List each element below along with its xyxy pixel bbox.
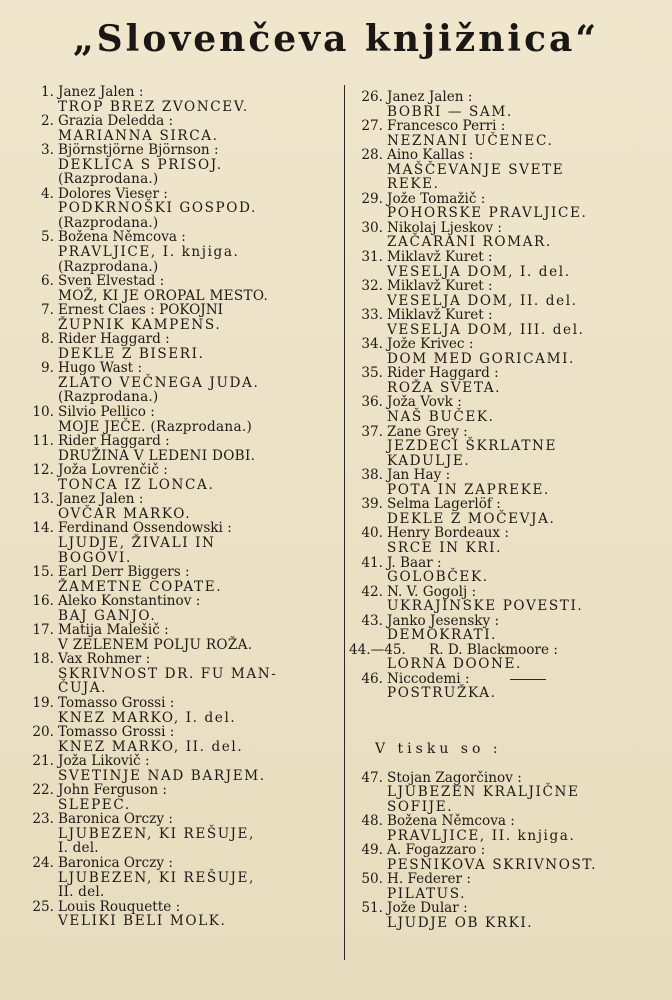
entry-note: II. del.: [58, 884, 105, 901]
book-entry: [26, 85, 344, 114]
book-entry: [26, 361, 344, 405]
entry-title: POHORSKE PRAVLJICE.: [387, 205, 588, 222]
book-entry: [355, 614, 655, 643]
entry-title: UKRAJINSKE POVESTI.: [387, 598, 584, 615]
entry-title: MARIANNA SIRCA.: [58, 127, 219, 144]
entry-number: 10.: [32, 404, 54, 421]
book-entry: [355, 250, 655, 279]
entry-number: 18.: [32, 651, 54, 668]
book-entry: [26, 405, 344, 434]
book-entry: [355, 221, 655, 250]
entry-author: A. Fogazzaro :: [387, 842, 486, 859]
book-entry: [26, 143, 344, 187]
entry-author: Baronica Orczy :: [58, 854, 173, 871]
entry-author: Ernest Claes : POKOJNI: [58, 302, 224, 319]
entry-title: MOŽ, KI JE OROPAL MESTO.: [58, 287, 269, 304]
entry-number: 12.: [32, 462, 54, 479]
entry-author: Aleko Konstantinov :: [58, 593, 201, 610]
entry-title: POTA IN ZAPREKE.: [387, 481, 550, 498]
book-entry: [26, 696, 344, 725]
entry-title: POSTRUŽKA.: [387, 685, 497, 702]
entry-author: R. D. Blackmoore :: [429, 641, 558, 658]
book-entry: [355, 90, 655, 119]
book-entry: [355, 119, 655, 148]
entry-number: 9.: [41, 360, 54, 377]
entry-author: Selma Lagerlöf :: [387, 496, 501, 513]
entry-title: ZLATO VEČNEGA JUDA.: [58, 374, 260, 391]
entry-number: 40.: [361, 525, 383, 542]
book-entry: [26, 565, 344, 594]
entry-number: 34.: [361, 336, 383, 353]
book-entry: [26, 230, 344, 274]
left-column: [26, 85, 344, 929]
entry-title: VELIKI BELI MOLK.: [58, 913, 227, 930]
entry-author: Tomasso Grossi :: [58, 724, 175, 741]
entry-number: 27.: [361, 118, 383, 135]
book-entry: [355, 148, 655, 192]
book-entry: [26, 274, 344, 303]
entry-title: DEKLE Z MOČEVJA.: [387, 510, 556, 527]
entry-number: 43.: [361, 612, 383, 629]
entry-author: Miklavž Kuret :: [387, 307, 493, 324]
entry-title: LJUDJE OB KRKI.: [387, 914, 534, 931]
book-entry: [355, 901, 655, 930]
entry-author: John Ferguson :: [58, 782, 167, 799]
entry-author: Francesco Perri :: [387, 118, 506, 135]
book-entry: [355, 771, 655, 815]
entry-number: 39.: [361, 496, 383, 513]
entry-number: 36.: [361, 394, 383, 411]
entry-title: VESELJA DOM, II. del.: [387, 292, 578, 309]
entry-note: I. del.: [58, 840, 99, 857]
entry-number: 20.: [32, 724, 54, 741]
entry-author: Silvio Pellico :: [58, 404, 155, 421]
entry-title: SKRIVNOST DR. FU MAN-: [58, 665, 278, 682]
entry-author: Stojan Zagorčinov :: [387, 769, 522, 786]
entry-author: Miklavž Kuret :: [387, 278, 493, 295]
entry-title: PODKRNOŠKI GOSPOD.: [58, 200, 257, 217]
entry-title: REKE.: [387, 176, 440, 193]
entry-note: (Razprodana.): [58, 389, 159, 406]
entry-title: DEKLE Z BISERI.: [58, 345, 205, 362]
entry-number: 28.: [361, 147, 383, 164]
dash-divider: [510, 679, 546, 680]
entry-number: 49.: [361, 842, 383, 859]
entry-number: 19.: [32, 694, 54, 711]
entry-title: DOM MED GORICAMI.: [387, 350, 575, 367]
entry-title: PRAVLJICE, II. knjiga.: [387, 827, 576, 844]
book-entry: [349, 641, 655, 673]
entry-title: LJUBEZEN, KI REŠUJE,: [58, 869, 255, 886]
entry-title: ŽUPNIK KAMPENS.: [58, 316, 222, 333]
entry-author: Božena Němcova :: [387, 813, 515, 830]
book-entry: [355, 192, 655, 221]
entry-title: ČUJA.: [58, 680, 108, 697]
entry-author: Earl Derr Biggers :: [58, 564, 190, 581]
book-entry: [26, 623, 344, 652]
entry-author: Rider Haggard :: [58, 433, 170, 450]
entry-title: NAŠ BUČEK.: [387, 409, 495, 426]
in-print-list: [355, 771, 655, 931]
book-entry: [355, 814, 655, 843]
entry-author: Nikolaj Ljeskov :: [387, 219, 502, 236]
entry-title: LJUDJE, ŽIVALI IN: [58, 534, 216, 551]
entry-title: TONCA IZ LONCA.: [58, 476, 215, 493]
entry-title: ZAČARANI ROMAR.: [387, 234, 552, 251]
entry-author: Joža Lovrenčič :: [58, 462, 168, 479]
entry-number: 23.: [32, 811, 54, 828]
book-entry: [355, 672, 655, 701]
entry-number: 24.: [32, 854, 54, 871]
entry-author: Aino Kallas :: [387, 147, 474, 164]
entry-number: 4.: [41, 185, 54, 202]
entry-title: DEMOKRATI.: [387, 627, 498, 644]
entry-title: PILATUS.: [387, 885, 467, 902]
entry-title: KNEZ MARKO, II. del.: [58, 738, 244, 755]
in-print-heading: V tisku so :: [375, 740, 502, 757]
entry-number: 37.: [361, 423, 383, 440]
entry-author: Joža Vovk :: [387, 394, 462, 411]
entry-number: 35.: [361, 365, 383, 382]
entry-author: Janez Jalen :: [387, 89, 473, 105]
entry-number: 7.: [41, 302, 54, 319]
entry-author: Jan Hay :: [387, 467, 451, 484]
book-entry: [26, 332, 344, 361]
entry-author: Louis Rouquette :: [58, 898, 181, 915]
right-column: [349, 89, 655, 931]
entry-title: VESELJA DOM, I. del.: [387, 263, 571, 280]
entry-author: Henry Bordeaux :: [387, 525, 509, 542]
entry-number: 22.: [32, 782, 54, 799]
entry-number: 3.: [41, 142, 54, 159]
entry-title: OVČAR MARKO.: [58, 505, 192, 522]
book-entry: [355, 468, 655, 497]
book-entry: [26, 114, 344, 143]
entry-title: TROP BREZ ZVONCEV.: [58, 98, 249, 115]
book-entry: [26, 492, 344, 521]
book-entry: [355, 872, 655, 901]
entry-title: BOBRI — SAM.: [387, 103, 513, 120]
book-entry: [355, 366, 655, 395]
entry-number: 11.: [32, 433, 54, 450]
column-divider: [344, 85, 345, 960]
book-entry: [26, 812, 344, 856]
published-list-right: [349, 89, 655, 702]
entry-number: 16.: [32, 593, 54, 610]
entry-author: Jože Krivec :: [387, 336, 474, 353]
entry-number: 44.—45.: [349, 641, 406, 658]
entry-author: Björnstjörne Björnson :: [58, 142, 219, 159]
book-entry: [26, 783, 344, 812]
entry-number: 47.: [361, 769, 383, 786]
entry-author: Tomasso Grossi :: [58, 694, 175, 711]
entry-title: LORNA DOONE.: [387, 656, 522, 673]
entry-number: 33.: [361, 307, 383, 324]
entry-title: PRAVLJICE, I. knjiga.: [58, 244, 240, 261]
book-entry: [355, 425, 655, 469]
entry-author: Baronica Orczy :: [58, 811, 173, 828]
book-entry: [355, 585, 655, 614]
book-entry: [355, 395, 655, 424]
entry-number: 46.: [361, 670, 383, 687]
entry-title: ROŽA SVETA.: [387, 379, 502, 396]
entry-author: Janez Jalen :: [58, 491, 144, 508]
entry-author: Miklavž Kuret :: [387, 249, 493, 266]
entry-number: 41.: [361, 554, 383, 571]
book-entry: [26, 594, 344, 623]
entry-number: 38.: [361, 467, 383, 484]
entry-author: H. Federer :: [387, 871, 471, 888]
entry-title: LJUBEZEN, KI REŠUJE,: [58, 825, 255, 842]
entry-author: Rider Haggard :: [58, 331, 170, 348]
entry-number: 42.: [361, 583, 383, 600]
book-entry: [355, 843, 655, 872]
entry-author: Hugo Wast :: [58, 360, 143, 377]
entry-number: 15.: [32, 564, 54, 581]
entry-author: Dolores Vieser :: [58, 185, 168, 202]
book-entry: [355, 279, 655, 308]
entry-number: 29.: [361, 190, 383, 207]
book-entry: [26, 900, 344, 929]
book-entry: [26, 754, 344, 783]
entry-note: (Razprodana.): [58, 171, 159, 188]
entry-author: Joža Likovič :: [58, 753, 150, 770]
entry-title: SOFIJE.: [387, 798, 454, 815]
entry-author: N. V. Gogolj :: [387, 583, 477, 600]
entry-number: 6.: [41, 273, 54, 290]
entry-number: 26.: [361, 89, 383, 105]
entry-author: Jože Tomažič :: [387, 190, 486, 207]
entry-number: 8.: [41, 331, 54, 348]
book-entry: [26, 434, 344, 463]
entry-title: ŽAMETNE COPATE.: [58, 578, 223, 595]
entry-title: DRUŽINA V LEDENI DOBI.: [58, 447, 256, 464]
entry-number: 32.: [361, 278, 383, 295]
entry-number: 14.: [32, 520, 54, 537]
entry-number: 48.: [361, 813, 383, 830]
book-entry: [26, 725, 344, 754]
entry-author: Ferdinand Ossendowski :: [58, 520, 232, 537]
entry-title: BOGOVI.: [58, 549, 132, 566]
entry-title: MOJE JEČE. (Razprodana.): [58, 418, 253, 435]
book-entry: [26, 303, 344, 332]
book-entry: [355, 308, 655, 337]
entry-author: Božena Němcova :: [58, 229, 186, 246]
entry-number: 51.: [361, 900, 383, 917]
entry-title: DEKLICA S PRISOJ.: [58, 156, 223, 173]
entry-author: Janko Jesensky :: [387, 612, 500, 629]
book-entry: [26, 187, 344, 231]
entry-author: Niccodemi :: [387, 672, 655, 687]
entry-author: Janez Jalen :: [58, 84, 144, 100]
entry-number: 2.: [41, 113, 54, 130]
entry-author: Vax Rohmer :: [58, 651, 151, 668]
entry-author: Rider Haggard :: [387, 365, 499, 382]
book-entry: [355, 497, 655, 526]
entry-note: (Razprodana.): [58, 214, 159, 231]
entry-title: V ZELENEM POLJU ROŽA.: [58, 636, 253, 653]
entry-number: 25.: [32, 898, 54, 915]
entry-title: SRCE IN KRI.: [387, 539, 503, 556]
entry-number: 30.: [361, 219, 383, 236]
entry-title: SVETINJE NAD BARJEM.: [58, 767, 266, 784]
entry-author: J. Baar :: [387, 554, 442, 571]
entry-number: 50.: [361, 871, 383, 888]
entry-number: 5.: [41, 229, 54, 246]
book-entry: [26, 521, 344, 565]
entry-title: BAJ GANJO.: [58, 607, 157, 624]
entry-title: GOLOBČEK.: [387, 569, 489, 586]
book-entry: [355, 526, 655, 555]
entry-title: SLEPEC.: [58, 796, 131, 813]
entry-author: Matija Malešič :: [58, 622, 169, 639]
entry-author: Grazia Deledda :: [58, 113, 174, 130]
book-entry: [355, 337, 655, 366]
entry-title: NEZNANI UČENEC.: [387, 132, 554, 149]
entry-title: KADULJE.: [387, 452, 471, 469]
entry-number: 1.: [41, 84, 54, 100]
entry-number: 17.: [32, 622, 54, 639]
entry-author: Jože Dular :: [387, 900, 468, 917]
entry-title: MAŠČEVANJE SVETE: [387, 161, 565, 178]
entry-title: VESELJA DOM, III. del.: [387, 321, 585, 338]
entry-title: JEZDECI ŠKRLATNE: [387, 438, 558, 455]
entry-title: KNEZ MARKO, I. del.: [58, 709, 237, 726]
entry-number: 31.: [361, 249, 383, 266]
book-entry: [26, 856, 344, 900]
book-entry: [26, 652, 344, 696]
page-title: „Slovenčeva knjižnica“: [72, 18, 600, 60]
entry-number: 13.: [32, 491, 54, 508]
entry-author: Sven Elvestad :: [58, 273, 165, 290]
entry-note: (Razprodana.): [58, 258, 159, 275]
book-entry: [355, 556, 655, 585]
entry-title: PESNIKOVA SKRIVNOST.: [387, 856, 598, 873]
entry-number: 21.: [32, 753, 54, 770]
entry-author: Zane Grey :: [387, 423, 468, 440]
book-entry: [26, 463, 344, 492]
entry-title: LJUBEZEN KRALJIČNE: [387, 784, 580, 801]
